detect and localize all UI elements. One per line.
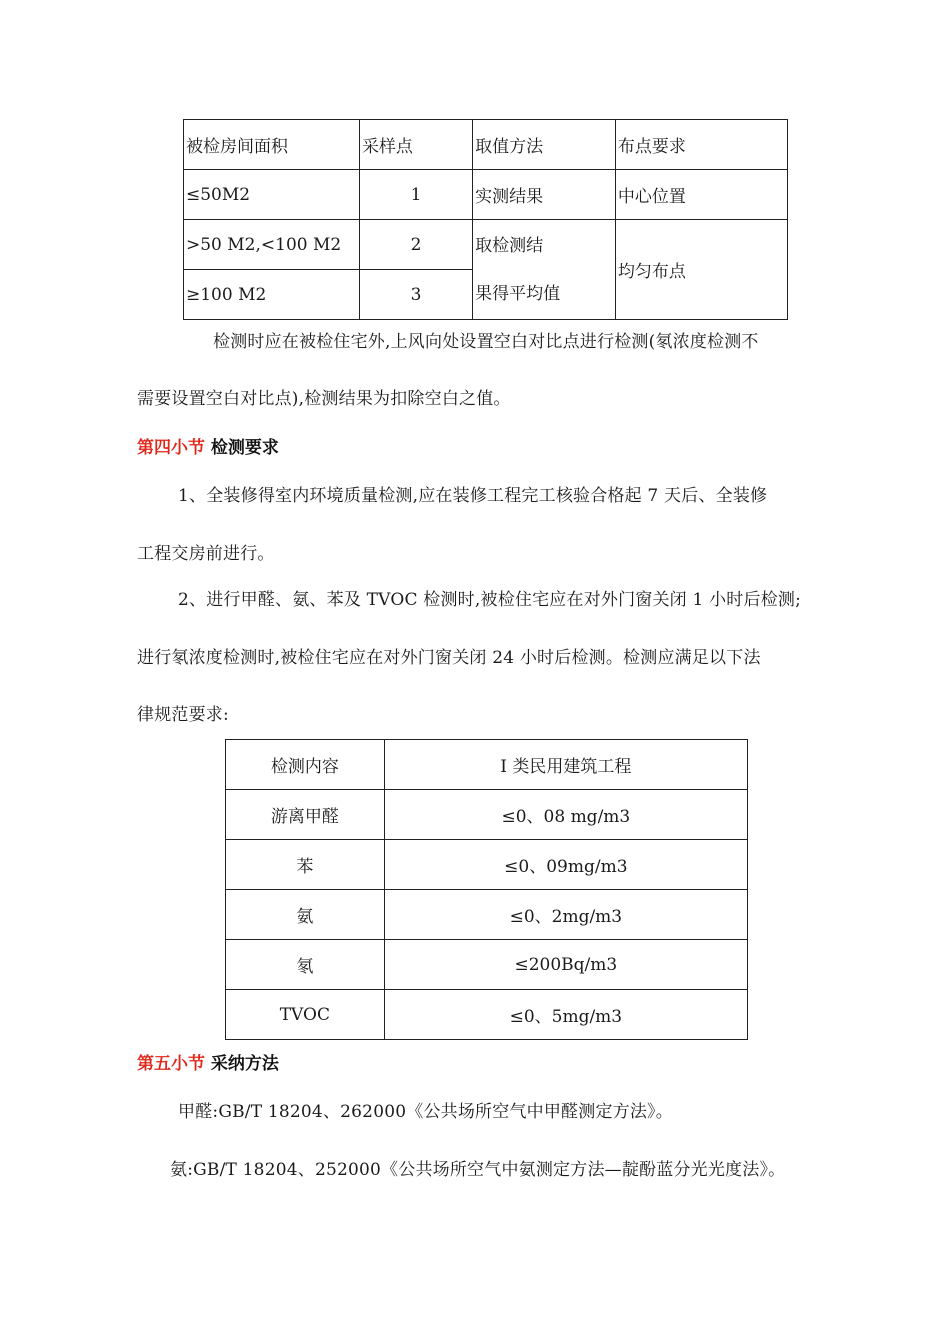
section4-title: 检测要求 bbox=[210, 438, 279, 458]
para1-line1: 检测时应在被检住宅外,上风向处设置空白对比点进行检测(氡浓度检测不 bbox=[213, 332, 759, 352]
para1-line2: 需要设置空白对比点),检测结果为扣除空白之值。 bbox=[137, 389, 511, 409]
section5-title: 采纳方法 bbox=[210, 1054, 279, 1074]
table-row bbox=[226, 940, 748, 990]
section5-label: 第五小节 bbox=[137, 1054, 205, 1074]
cell-item: 氨 bbox=[226, 890, 385, 940]
table-header-row bbox=[226, 740, 748, 790]
cell-limit: ≤200Bq/m3 bbox=[384, 940, 747, 990]
header-area: 被检房间面积 bbox=[184, 120, 360, 170]
section4-heading bbox=[137, 433, 279, 458]
cell-item: 苯 bbox=[226, 840, 385, 890]
limits-table bbox=[225, 739, 748, 1040]
table-row bbox=[226, 840, 748, 890]
item1-line2: 工程交房前进行。 bbox=[137, 544, 275, 564]
cell-item: 氡 bbox=[226, 940, 385, 990]
cell-area: ≥100 M2 bbox=[184, 270, 360, 320]
section5-heading bbox=[137, 1049, 279, 1074]
cell-limit: ≤0、5mg/m3 bbox=[384, 990, 747, 1040]
cell-limit: ≤0、08 mg/m3 bbox=[384, 790, 747, 840]
table-row bbox=[184, 220, 788, 270]
header-method: 取值方法 bbox=[473, 120, 616, 170]
item2-line3: 律规范要求: bbox=[137, 705, 229, 725]
method2-line: 氨:GB/T 18204、252000《公共场所空气中氨测定方法—靛酚蓝分光光度法》。 bbox=[170, 1160, 786, 1180]
cell-item: TVOC bbox=[226, 990, 385, 1040]
cell-limit: ≤0、2mg/m3 bbox=[384, 890, 747, 940]
item1-line1: 1、全装修得室内环境质量检测,应在装修工程完工核验合格起 7 天后、全装修 bbox=[178, 486, 768, 506]
method-line-1: 取检测结 bbox=[475, 235, 544, 256]
cell-area: >50 M2,<100 M2 bbox=[184, 220, 360, 270]
sampling-points-table bbox=[183, 119, 788, 320]
item2-line2: 进行氡浓度检测时,被检住宅应在对外门窗关闭 24 小时后检测。检测应满足以下法 bbox=[137, 648, 761, 668]
method-line-2: 果得平均值 bbox=[475, 283, 561, 304]
method1-line: 甲醛:GB/T 18204、262000《公共场所空气中甲醛测定方法》。 bbox=[178, 1102, 673, 1122]
cell-area: ≤50M2 bbox=[184, 170, 360, 220]
cell-limit: ≤0、09mg/m3 bbox=[384, 840, 747, 890]
cell-method-merged bbox=[473, 220, 616, 320]
table-row bbox=[226, 890, 748, 940]
cell-points: 2 bbox=[359, 220, 472, 270]
table-header-row bbox=[184, 120, 788, 170]
cell-layout: 中心位置 bbox=[615, 170, 787, 220]
item2-line1: 2、进行甲醛、氨、苯及 TVOC 检测时,被检住宅应在对外门窗关闭 1 小时后检测; bbox=[178, 590, 802, 610]
cell-layout-merged: 均匀布点 bbox=[615, 220, 787, 320]
header-item: 检测内容 bbox=[226, 740, 385, 790]
header-points: 采样点 bbox=[359, 120, 472, 170]
header-limit: I 类民用建筑工程 bbox=[384, 740, 747, 790]
table-row bbox=[226, 990, 748, 1040]
cell-points: 3 bbox=[359, 270, 472, 320]
cell-method: 实测结果 bbox=[473, 170, 616, 220]
section4-label: 第四小节 bbox=[137, 438, 205, 458]
cell-item: 游离甲醛 bbox=[226, 790, 385, 840]
header-layout: 布点要求 bbox=[615, 120, 787, 170]
cell-points: 1 bbox=[359, 170, 472, 220]
table-row bbox=[226, 790, 748, 840]
table-row bbox=[184, 170, 788, 220]
